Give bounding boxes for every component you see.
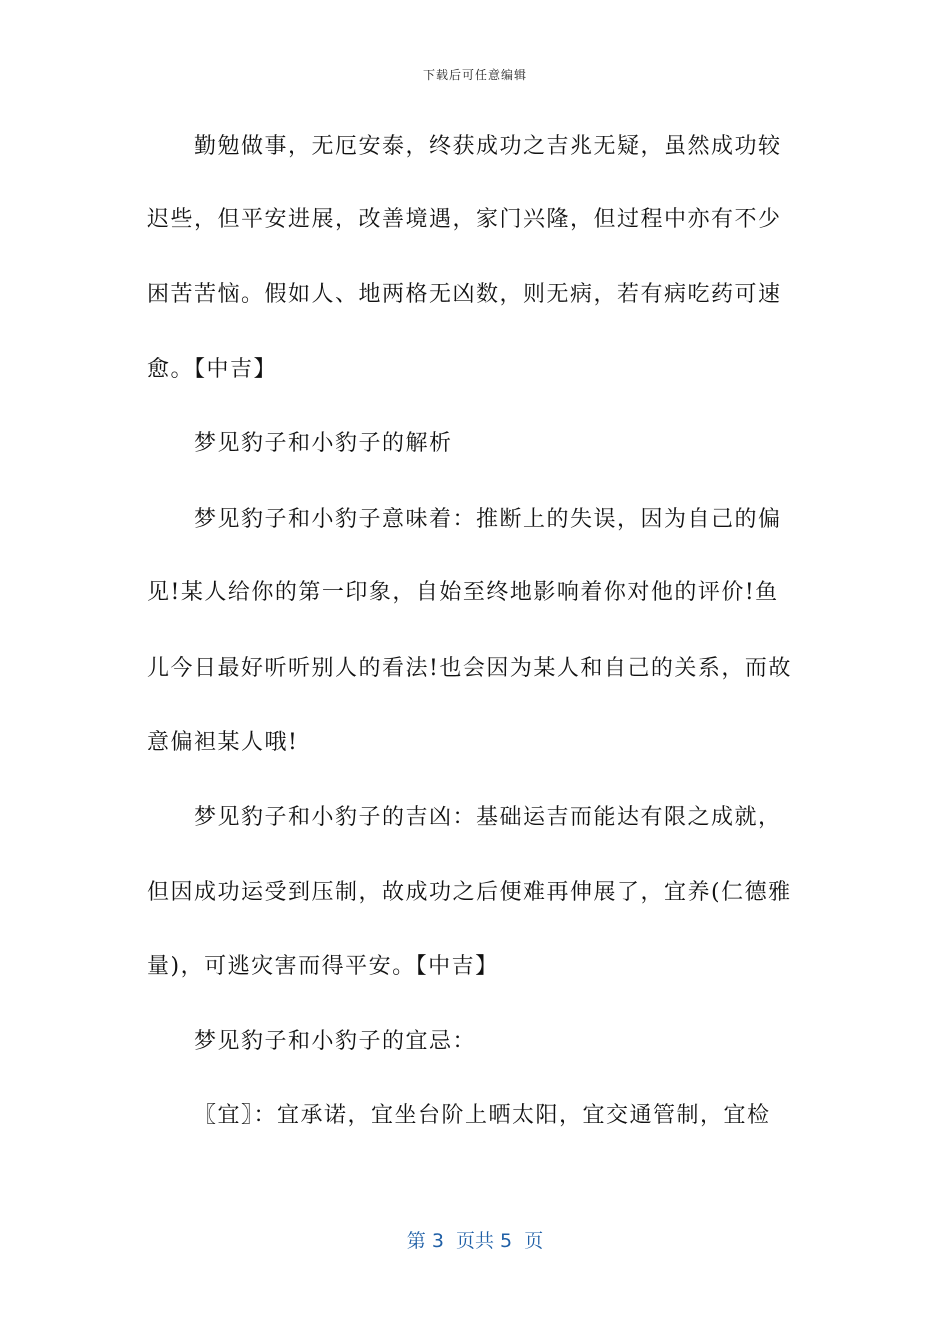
paragraph-line: 见!某人给你的第一印象，自始至终地影响着你对他的评价!鱼 <box>147 580 779 605</box>
page-number-text: 第 3 页共 5 页 <box>406 1230 544 1252</box>
paragraph-line: 迟些，但平安进展，改善境遇，家门兴隆，但过程中亦有不少 <box>147 207 782 232</box>
paragraph-line: 愈。【中吉】 <box>147 357 278 382</box>
paragraph-line: 量)，可逃灾害而得平安。【中吉】 <box>147 954 499 979</box>
section-heading: 梦见豹子和小豹子的解析 <box>194 431 453 456</box>
paragraph-line: 但因成功运受到压制，故成功之后便难再伸展了，宜养(仁德雅 <box>147 880 792 905</box>
paragraph-line: 梦见豹子和小豹子的宜忌： <box>194 1029 477 1054</box>
paragraph-line: 梦见豹子和小豹子意味着：推断上的失误，因为自己的偏 <box>194 507 782 532</box>
paragraph-line: 意偏袒某人哦! <box>147 730 299 755</box>
page-header: 下载后可任意编辑 <box>422 68 527 82</box>
paragraph-line: 儿今日最好听听别人的看法!也会因为某人和自己的关系，而故 <box>147 656 792 681</box>
paragraph-line: 〖宜〗：宜承诺，宜坐台阶上晒太阳，宜交通管制，宜检 <box>194 1103 771 1128</box>
page-number-footer <box>0 1226 950 1253</box>
paragraph-line: 梦见豹子和小豹子的吉凶：基础运吉而能达有限之成就， <box>194 805 782 830</box>
paragraph-line: 勤勉做事，无厄安泰，终获成功之吉兆无疑，虽然成功较 <box>194 134 782 159</box>
paragraph-line: 困苦苦恼。假如人、地两格无凶数，则无病，若有病吃药可速 <box>147 282 782 307</box>
